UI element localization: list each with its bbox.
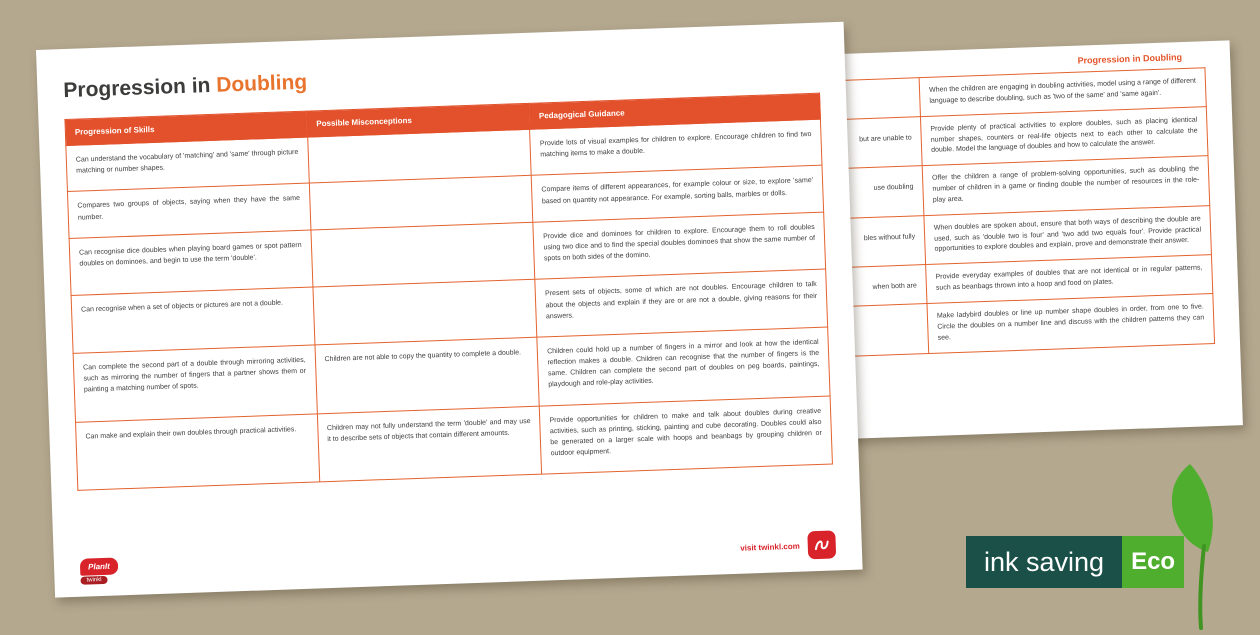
planit-logo-sublabel: twinkl bbox=[80, 576, 107, 585]
skills-cell: when both are bbox=[558, 265, 927, 317]
page-title-accent: Doubling bbox=[215, 70, 308, 97]
guidance-cell: Provide dice and dominoes for children to explore. Encourage them to roll doubles using two dice and to find the special doubles dominoes that show the same number of spots on both sides of the domino. bbox=[533, 212, 826, 280]
eco-label: Eco bbox=[1122, 536, 1184, 588]
misconceptions-cell bbox=[307, 129, 531, 183]
ink-saving-label: ink saving bbox=[966, 536, 1122, 588]
guidance-cell: Provide lots of visual examples for children to explore. Encourage children to find two matching items to make a double. bbox=[530, 119, 822, 175]
misconceptions-cell bbox=[313, 280, 538, 345]
misconceptions-cell bbox=[309, 176, 533, 230]
skills-cell: Can understand the vocabulary of 'matching' and 'same' through picture matching or number shapes. bbox=[66, 137, 309, 192]
guidance-cell: Children could hold up a number of fingers in a mirror and look at how the identical reflection makes a double. Children can recognise that the number of fingers is the same. Children can complete the second part of doubles on peg boards, paintings, playdough and role-play activities. bbox=[537, 327, 830, 406]
eco-badge bbox=[966, 462, 1226, 630]
guidance-cell: Provide plenty of practical activities to explore doubles, such as placing identical number shapes, counters or real-life objects next to each other to calculate the double. Model the language of doubles and how to calculate the answer. bbox=[920, 106, 1208, 165]
skills-cell: but are unable to bbox=[553, 116, 923, 178]
guidance-cell: Make ladybird doubles or line up number shape doubles in order, from one to five. Circle the doubles on a number line and discuss with the children patterns they can see. bbox=[927, 294, 1215, 353]
column-header-guidance: Pedagogical Guidance bbox=[529, 93, 820, 129]
column-header-skills: Progression of Skills bbox=[65, 111, 307, 145]
twinkl-logo-icon bbox=[807, 530, 836, 559]
page-footer bbox=[80, 530, 837, 584]
guidance-cell: Compare items of different appearances, for example colour or size, to explore 'same' based on quantity not appearance. For example, sorting balls, marbles or dolls. bbox=[531, 166, 823, 222]
guidance-cell: Present sets of objects, some of which are not doubles. Encourage children to talk about the objects and explain if they are or are not a double, giving reasons for their answers. bbox=[535, 269, 828, 337]
skills-cell: Can complete the second part of a double through mirroring activities, such as mirroring the number of fingers that a partner shows them or painting a matching number of spots. bbox=[73, 345, 317, 422]
ink-saving-banner bbox=[966, 536, 1184, 588]
progression-table bbox=[64, 93, 833, 492]
misconceptions-cell: Children may not fully understand the term 'double' and may use it to describe sets of objects that contain different amounts. bbox=[317, 406, 542, 482]
page-1 bbox=[36, 22, 863, 598]
visit-twinkl-link: visit twinkl.com bbox=[740, 541, 800, 553]
planit-logo-label: PlanIt bbox=[80, 557, 118, 575]
guidance-cell: Provide everyday examples of doubles that are not identical or in regular patterns, such as beanbags thrown into a hoop and food on plates. bbox=[926, 255, 1213, 304]
page-title-main: Progression in bbox=[63, 73, 211, 103]
footer-right bbox=[740, 530, 836, 561]
skills-cell: Can recognise dice doubles when playing board games or spot pattern doubles on dominoes, and begin to use the term 'double'. bbox=[69, 230, 312, 296]
skills-cell: use doubling bbox=[554, 166, 924, 228]
guidance-cell: Provide opportunities for children to make and talk about doubles during creative activities, such as printing, sticking, painting and cube decorating. Doubles could also be generated on a larger scale with hoops and beanbags by grouping children or outdoor equipment. bbox=[540, 396, 833, 475]
misconceptions-cell: Children are not able to copy the quantity to complete a double. bbox=[315, 337, 540, 413]
skills-cell: Compares two groups of objects, saying when they have the same number. bbox=[67, 183, 310, 238]
guidance-cell: Offer the children a range of problem-solving opportunities, such as doubling the number of children in a game or finding double the number of resources in the role-play area. bbox=[922, 156, 1210, 215]
page-2-title: Progression in Doubling bbox=[1077, 52, 1183, 66]
planit-logo bbox=[80, 555, 119, 584]
page-title bbox=[63, 53, 819, 103]
skills-cell: Can recognise when a set of objects or pictures are not a double. bbox=[71, 287, 314, 353]
skills-cell: Can make and explain their own doubles through practical activities. bbox=[76, 414, 320, 491]
guidance-cell: When doubles are spoken about, ensure that both ways of describing the double are used, such as 'double two is four' and 'two add two equals four'. Provide practical opportunities to explore doubles and explain, prove and demonstrate their answer. bbox=[924, 205, 1212, 264]
skills-cell: bles without fully bbox=[556, 215, 926, 277]
guidance-cell: When the children are engaging in doubling activities, model using a range of different language to describe doubling, such as 'two of the same' and 'same again'. bbox=[919, 68, 1206, 117]
misconceptions-cell bbox=[311, 222, 536, 287]
column-header-misconceptions: Possible Misconceptions bbox=[306, 103, 529, 137]
